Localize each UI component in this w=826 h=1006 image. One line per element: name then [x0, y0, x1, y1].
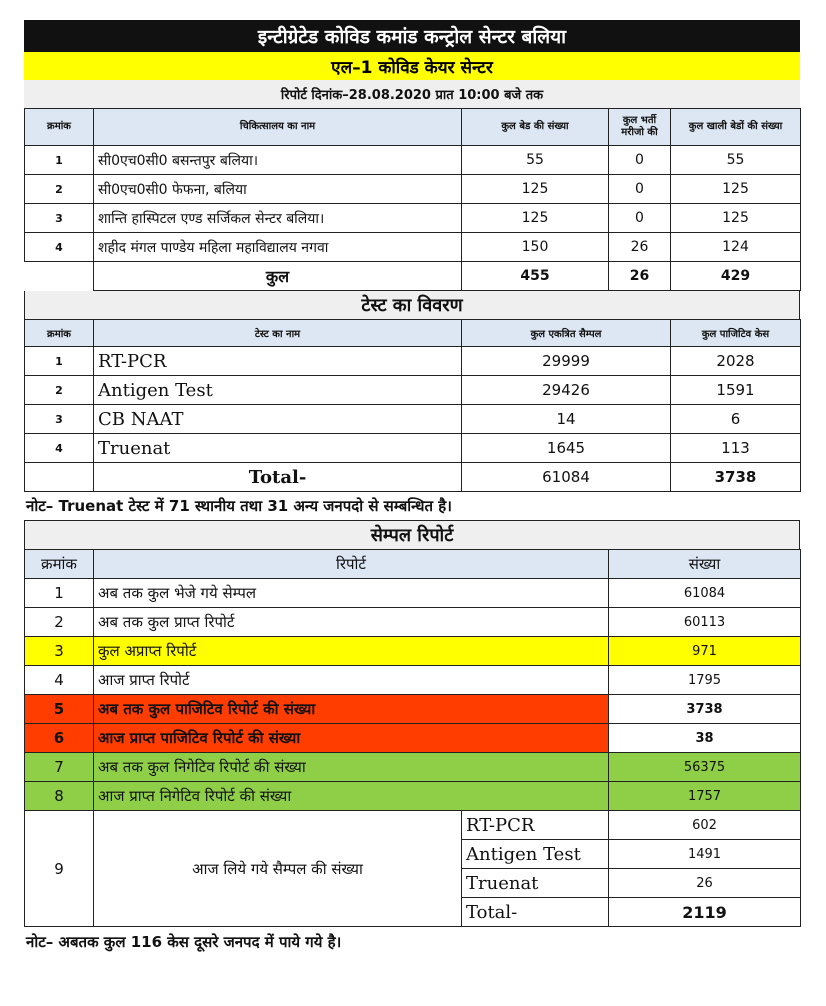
tests-total-row: [25, 463, 801, 492]
col-sn: क्रमांक: [25, 320, 94, 347]
tests-note: नोट– Truenat टेस्ट में 71 स्थानीय तथा 31 अन्य जनपदो से सम्बन्धित है।: [26, 497, 452, 515]
test-name: RT-PCR: [94, 347, 462, 376]
total-beds: 55: [462, 146, 609, 175]
sn: 7: [25, 753, 94, 782]
samples: 29426: [462, 376, 671, 405]
sn: 3: [25, 204, 94, 233]
today-test-name: Total-: [462, 898, 609, 927]
total-beds: 125: [462, 204, 609, 233]
sub-title: एल–1 कोविड केयर सेन्टर: [24, 52, 800, 80]
vacant: 55: [671, 146, 801, 175]
beds-header-row: [25, 109, 801, 146]
beds-total-row: [25, 262, 801, 291]
col-vacant: कुल खाली बेडों की संख्या: [671, 109, 801, 146]
today-test-name: RT-PCR: [462, 811, 609, 840]
total-beds: 150: [462, 233, 609, 262]
report-value: 971: [609, 637, 801, 666]
vacant: 125: [671, 175, 801, 204]
sn: 9: [25, 811, 94, 927]
hospital-name: शहीद मंगल पाण्डेय महिला महाविद्यालय नगवा: [94, 233, 462, 262]
report-value: 3738: [609, 695, 801, 724]
sn: 2: [25, 175, 94, 204]
table-row: [25, 434, 801, 463]
test-name: Truenat: [94, 434, 462, 463]
samples: 29999: [462, 347, 671, 376]
sn: 6: [25, 724, 94, 753]
samples-table: [24, 549, 801, 927]
table-row: [25, 376, 801, 405]
samples-note: नोट– अबतक कुल 116 केस दूसरे जनपद में पाये गये है।: [26, 933, 342, 951]
table-row: [25, 724, 801, 753]
positive: 2028: [671, 347, 801, 376]
report-label: अब तक कुल निगेटिव रिपोर्ट की संख्या: [94, 753, 609, 782]
table-row: [25, 666, 801, 695]
today-test-name: Truenat: [462, 869, 609, 898]
report-value: 61084: [609, 579, 801, 608]
col-total-beds: कुल बेड की संख्या: [462, 109, 609, 146]
report-date: रिपोर्ट दिनांक–28.08.2020 प्रात 10:00 बजे तक: [24, 80, 800, 108]
sn: 4: [25, 233, 94, 262]
report-value: 1757: [609, 782, 801, 811]
positive-sum: 3738: [671, 463, 801, 492]
hospital-name: सी0एच0सी0 फेफना, बलिया: [94, 175, 462, 204]
total-label: कुल: [94, 262, 462, 291]
today-label: आज लिये गये सैम्पल की संख्या: [94, 811, 462, 927]
tests-table: [24, 319, 801, 492]
tests-title: टेस्ट का विवरण: [24, 291, 800, 319]
beds-table: [24, 108, 801, 291]
sn: 4: [25, 434, 94, 463]
test-name: Antigen Test: [94, 376, 462, 405]
table-row: [25, 782, 801, 811]
col-sn: क्रमांक: [25, 550, 94, 579]
sn: 8: [25, 782, 94, 811]
total-beds: 125: [462, 175, 609, 204]
today-test-name: Antigen Test: [462, 840, 609, 869]
table-row: [25, 637, 801, 666]
positive: 6: [671, 405, 801, 434]
positive: 1591: [671, 376, 801, 405]
table-row: [25, 204, 801, 233]
table-row: [25, 608, 801, 637]
report-value: 1795: [609, 666, 801, 695]
report-value: 60113: [609, 608, 801, 637]
hospital-name: शान्ति हास्पिटल एण्ड सर्जिकल सेन्टर बलिया।: [94, 204, 462, 233]
col-samples: कुल एकत्रित सैम्पल: [462, 320, 671, 347]
hospital-name: सी0एच0सी0 बसन्तपुर बलिया।: [94, 146, 462, 175]
positive: 113: [671, 434, 801, 463]
report-value: 38: [609, 724, 801, 753]
report-label: आज प्राप्त पाजिटिव रिपोर्ट की संख्या: [94, 724, 609, 753]
col-report: रिपोर्ट: [94, 550, 609, 579]
table-row: [25, 233, 801, 262]
vacant-sum: 429: [671, 262, 801, 291]
sn: 1: [25, 579, 94, 608]
today-test-value: 26: [609, 869, 801, 898]
sn: 1: [25, 347, 94, 376]
samples-title: सेम्पल रिपोर्ट: [24, 520, 800, 549]
samples-sum: 61084: [462, 463, 671, 492]
report-label: अब तक कुल पाजिटिव रिपोर्ट की संख्या: [94, 695, 609, 724]
vacant: 125: [671, 204, 801, 233]
report-value: 56375: [609, 753, 801, 782]
report-label: आज प्राप्त निगेटिव रिपोर्ट की संख्या: [94, 782, 609, 811]
admitted: 26: [609, 233, 671, 262]
total-beds-sum: 455: [462, 262, 609, 291]
report-label: कुल अप्राप्त रिपोर्ट: [94, 637, 609, 666]
today-test-value: 1491: [609, 840, 801, 869]
blank-cell: [25, 262, 94, 291]
vacant: 124: [671, 233, 801, 262]
table-row: [25, 175, 801, 204]
col-positive: कुल पाजिटिव केस: [671, 320, 801, 347]
samples: 14: [462, 405, 671, 434]
sn: 4: [25, 666, 94, 695]
blank-cell: [25, 463, 94, 492]
sn: 3: [25, 637, 94, 666]
table-row: [25, 579, 801, 608]
sn: 2: [25, 376, 94, 405]
col-count: संख्या: [609, 550, 801, 579]
admitted-sum: 26: [609, 262, 671, 291]
samples-header-row: [25, 550, 801, 579]
today-row: [25, 811, 801, 840]
sn: 2: [25, 608, 94, 637]
report-label: अब तक कुल भेजे गये सेम्पल: [94, 579, 609, 608]
tests-header-row: [25, 320, 801, 347]
main-title: इन्टीग्रेटेड कोविड कमांड कन्ट्रोल सेन्टर बलिया: [24, 20, 800, 52]
today-test-value: 602: [609, 811, 801, 840]
samples: 1645: [462, 434, 671, 463]
report-page: [24, 20, 800, 957]
sn: 1: [25, 146, 94, 175]
report-label: अब तक कुल प्राप्त रिपोर्ट: [94, 608, 609, 637]
table-row: [25, 347, 801, 376]
sn: 5: [25, 695, 94, 724]
table-row: [25, 405, 801, 434]
today-test-value: 2119: [609, 898, 801, 927]
col-admitted: कुल भर्ती मरीजो की: [609, 109, 671, 146]
sn: 3: [25, 405, 94, 434]
table-row: [25, 146, 801, 175]
col-sn: क्रमांक: [25, 109, 94, 146]
col-hospital: चिकित्सालय का नाम: [94, 109, 462, 146]
report-label: आज प्राप्त रिपोर्ट: [94, 666, 609, 695]
total-label: Total-: [94, 463, 462, 492]
admitted: 0: [609, 146, 671, 175]
admitted: 0: [609, 204, 671, 233]
table-row: [25, 695, 801, 724]
test-name: CB NAAT: [94, 405, 462, 434]
col-test-name: टेस्ट का नाम: [94, 320, 462, 347]
table-row: [25, 753, 801, 782]
admitted: 0: [609, 175, 671, 204]
